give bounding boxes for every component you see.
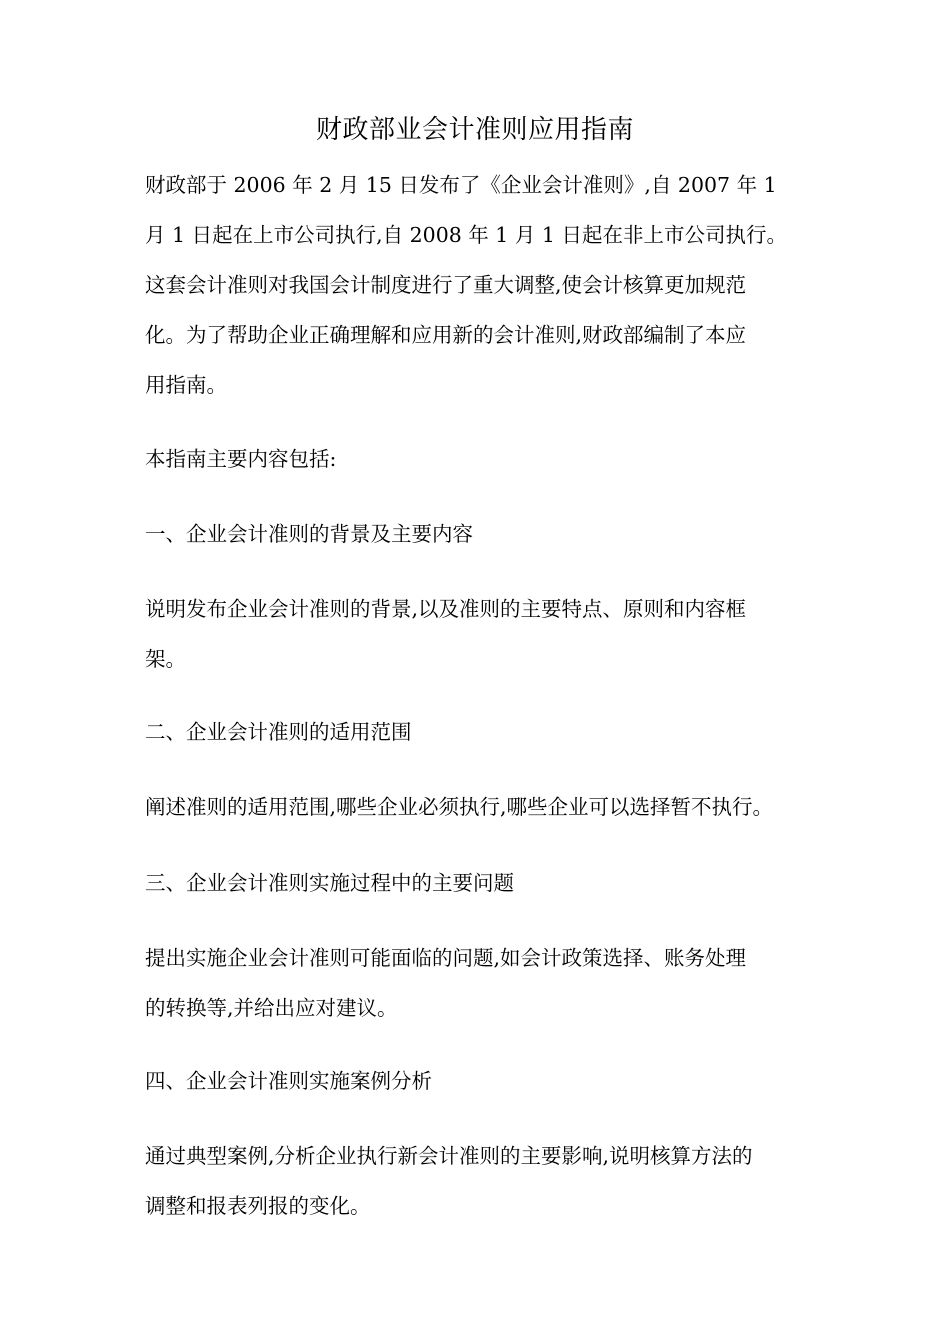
intro-line: 用指南。 [145, 373, 227, 397]
section-body-1 [145, 584, 815, 684]
section-heading-2 [145, 707, 815, 757]
document-title: 财政部业会计准则应用指南 [315, 115, 634, 145]
section-body-2 [145, 782, 815, 832]
intro-paragraph [145, 160, 815, 410]
section-body-line: 说明发布企业会计准则的背景,以及准则的主要特点、原则和内容框 [145, 597, 747, 621]
contents-intro [145, 434, 815, 484]
intro-line: 财政部于 2006 年 2 月 15 日发布了《企业会计准则》,自 2007 年 1 [145, 173, 777, 197]
intro-line: 化。为了帮助企业正确理解和应用新的会计准则,财政部编制了本应 [145, 323, 747, 347]
section-heading-3 [145, 858, 815, 908]
section-heading-4 [145, 1056, 815, 1106]
section-heading-1 [145, 509, 815, 559]
section-body-line: 的转换等,并给出应对建议。 [145, 996, 398, 1020]
section-body-4 [145, 1131, 815, 1231]
section-heading-line: 二、企业会计准则的适用范围 [145, 720, 412, 744]
section-body-line: 架。 [145, 647, 186, 671]
section-heading-line: 一、企业会计准则的背景及主要内容 [145, 522, 473, 546]
contents-intro-line: 本指南主要内容包括: [145, 447, 337, 471]
section-body-3 [145, 933, 815, 1033]
intro-line: 这套会计准则对我国会计制度进行了重大调整,使会计核算更加规范 [145, 273, 747, 297]
intro-line: 月 1 日起在上市公司执行,自 2008 年 1 月 1 日起在非上市公司执行。 [145, 223, 787, 247]
section-body-line: 调整和报表列报的变化。 [145, 1194, 371, 1218]
section-body-line: 通过典型案例,分析企业执行新会计准则的主要影响,说明核算方法的 [145, 1144, 753, 1168]
section-heading-line: 三、企业会计准则实施过程中的主要问题 [145, 871, 514, 895]
section-body-line: 阐述准则的适用范围,哪些企业必须执行,哪些企业可以选择暂不执行。 [145, 795, 774, 819]
section-heading-line: 四、企业会计准则实施案例分析 [145, 1069, 432, 1093]
section-body-line: 提出实施企业会计准则可能面临的问题,如会计政策选择、账务处理 [145, 946, 747, 970]
